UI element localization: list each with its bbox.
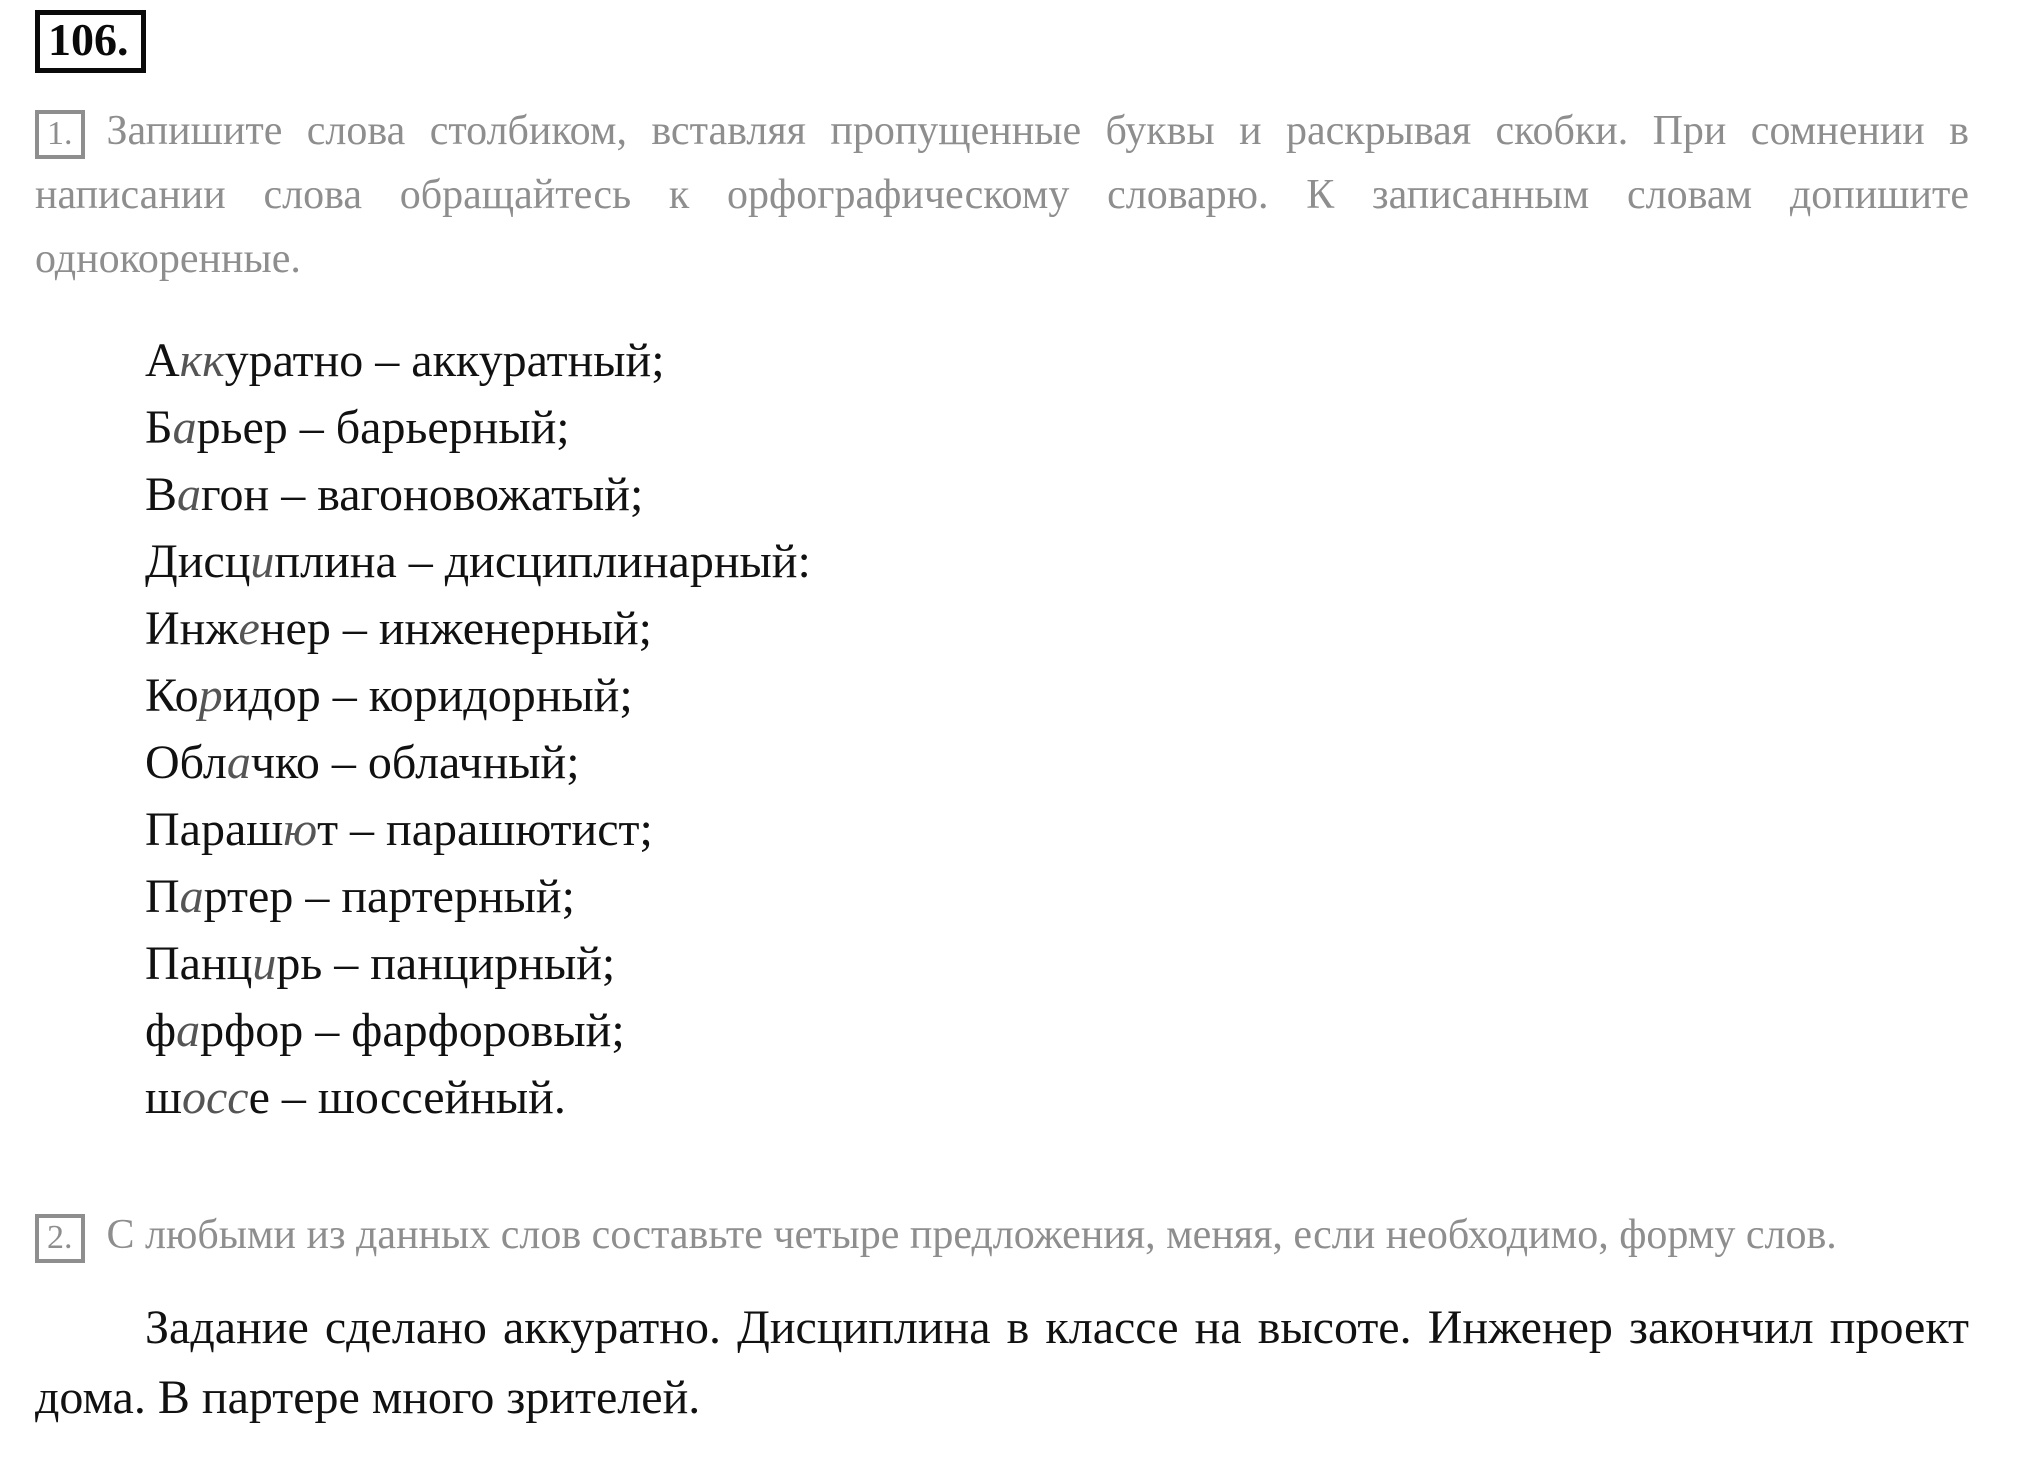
exercise-number-box xyxy=(35,10,146,73)
word-pair-row xyxy=(145,796,1969,863)
answer-paragraph: Задание сделано аккуратно. Дисциплина в классе на высоте. Инженер закончил проект дома. В партере много зрителей. xyxy=(35,1300,1969,1424)
word-pair-row xyxy=(145,662,1969,729)
word-part: е – шоссейный. xyxy=(248,1070,566,1124)
inserted-letter: ю xyxy=(283,802,318,856)
word-part: плина – дисциплинарный: xyxy=(274,534,811,588)
part1-instruction-paragraph xyxy=(35,99,1969,291)
word-part: нер – инженерный; xyxy=(259,601,652,655)
word-part: Б xyxy=(145,400,173,454)
word-part: А xyxy=(145,333,180,387)
inserted-letter: кк xyxy=(179,333,225,387)
word-part: гон – вагоновожатый; xyxy=(201,467,644,521)
word-part: уратно – аккуратный; xyxy=(224,333,665,387)
word-pair-row xyxy=(145,930,1969,997)
word-part: Панц xyxy=(145,936,253,990)
word-pair-row xyxy=(145,863,1969,930)
part2-task-number: 2. xyxy=(35,1214,85,1263)
exercise-number: 106. xyxy=(48,14,129,65)
part2-instruction-paragraph xyxy=(35,1203,1969,1267)
inserted-letter: е xyxy=(238,601,260,655)
word-pair-row xyxy=(145,595,1969,662)
word-part: ф xyxy=(145,1003,177,1057)
word-pair-row xyxy=(145,997,1969,1064)
word-pair-row xyxy=(145,528,1969,595)
word-part: П xyxy=(145,869,180,923)
part1-task-number: 1. xyxy=(35,110,85,159)
word-pair-row xyxy=(145,461,1969,528)
inserted-letter: а xyxy=(172,400,197,454)
word-pair-row xyxy=(145,327,1969,394)
word-part: ш xyxy=(145,1070,182,1124)
part2-instruction-text: С любыми из данных слов составьте четыре предложения, меняя, если необходимо, форму слов. xyxy=(106,1211,1837,1258)
word-pair-row xyxy=(145,394,1969,461)
word-part: рфор – фарфоровый; xyxy=(200,1003,625,1057)
word-part: Обл xyxy=(145,735,227,789)
word-part: Инж xyxy=(145,601,239,655)
word-part: Дисц xyxy=(145,534,251,588)
word-part: Параш xyxy=(145,802,284,856)
inserted-letter: и xyxy=(252,936,277,990)
inserted-letter: и xyxy=(250,534,275,588)
word-pairs-list xyxy=(145,327,1969,1131)
inserted-letter: р xyxy=(198,668,223,722)
part1-instruction-text: Запишите слова столбиком, вставляя пропущенные буквы и раскрывая скобки. При сомнении в написании слова обращайтесь к орфографическому словарю. К записанным словам допишите однокоренные. xyxy=(35,107,1969,282)
inserted-letter: осс xyxy=(181,1070,249,1124)
word-pair-row xyxy=(145,729,1969,796)
word-part: рьер – барьерный; xyxy=(196,400,570,454)
inserted-letter: а xyxy=(176,1003,201,1057)
word-pair-row xyxy=(145,1064,1969,1131)
inserted-letter: а xyxy=(177,467,202,521)
word-part: ртер – партерный; xyxy=(203,869,575,923)
word-part: т – парашютист; xyxy=(317,802,653,856)
inserted-letter: а xyxy=(179,869,204,923)
inserted-letter: а xyxy=(226,735,251,789)
word-part: Ко xyxy=(145,668,199,722)
word-part: чко – облачный; xyxy=(250,735,580,789)
word-part: идор – коридорный; xyxy=(222,668,633,722)
word-part: В xyxy=(145,467,178,521)
word-part: рь – панцирный; xyxy=(276,936,616,990)
